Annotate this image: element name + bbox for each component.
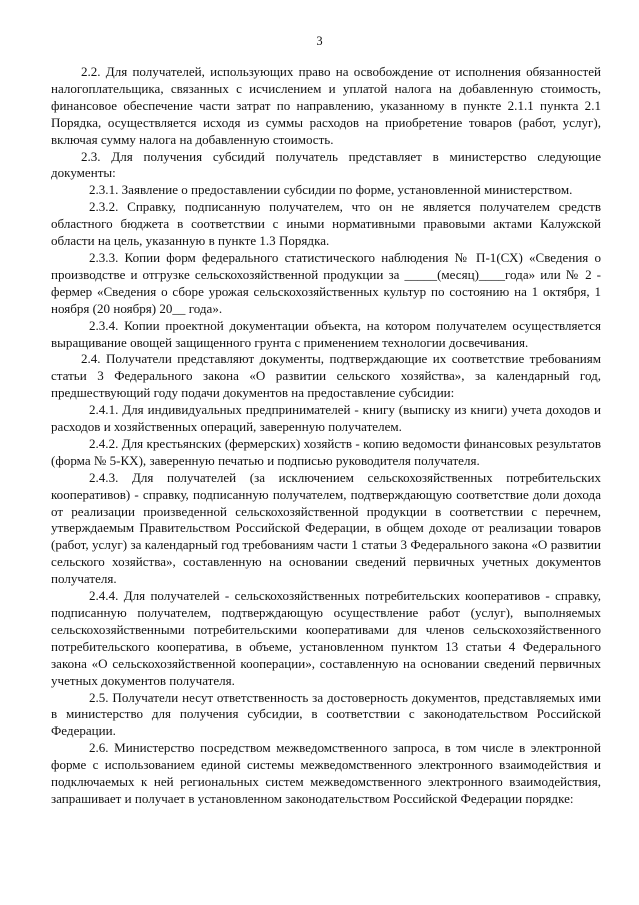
paragraph-2-4-2: 2.4.2. Для крестьянских (фермерских) хозяйств - копию ведомости финансовых результатов (форма № 5-КХ), заверенную печатью и подписью руководителя получателя. (51, 435, 601, 468)
paragraph-2-4-1: 2.4.1. Для индивидуальных предпринимателей - книгу (выписку из книги) учета доходов и расходов и хозяйственных операций, заверенную получателем. (51, 402, 601, 435)
page-number: 3 (316, 34, 323, 48)
paragraph-2-3-3: 2.3.3. Копии форм федерального статистического наблюдения № П-1(СХ) «Сведения о производстве и отгрузке сельскохозяйственной продукции за _____(месяц)____года» или № 2 - фермер «Сведения о сборе урожая сельскохозяйственных культур по состоянию на 1 октября, 1 ноября (20 ноября) 20__ года». (51, 249, 601, 316)
paragraph-2-6: 2.6. Министерство посредством межведомственного запроса, в том числе в электронной форме с использованием единой системы межведомственного электронного взаимодействия и подключаемых к ней региональных систем межведомственного электронного взаимодействия, запрашивает и получает в установленном законодательством Российской Федерации порядке: (51, 740, 601, 806)
paragraph-2-2: 2.2. Для получателей, использующих право на освобождение от исполнения обязанностей налогоплательщика, связанных с исчислением и уплатой налога на добавленную стоимость, финансовое обеспечение части затрат по направлению, указанному в пункте 2.1.1 пункта 2.1 Порядка, осуществляется исходя из суммы расходов на приобретение товаров (работ, услуг), включая сумму налога на добавленную стоимость. (51, 64, 601, 147)
paragraph-2-5: 2.5. Получатели несут ответственность за достоверность документов, представляемых ими в министерство для получения субсидии, в соответствии с законодательством Российской Федерации. (51, 689, 601, 739)
paragraph-2-3: 2.3. Для получения субсидий получатель представляет в министерство следующие документы: (51, 148, 601, 181)
document-body (51, 64, 601, 808)
paragraph-2-4: 2.4. Получатели представляют документы, подтверждающие их соответствие требованиям статьи 3 Федерального закона «О развитии сельского хозяйства», за календарный год, предшествующий году подачи документов на предоставление субсидии: (51, 351, 601, 401)
paragraph-2-3-2: 2.3.2. Справку, подписанную получателем, что он не является получателем средств областного бюджета в соответствии с иными нормативными правовыми актами Калужской области на цель, указанную в пункте 1.3 Порядка. (51, 199, 601, 249)
paragraph-2-4-4: 2.4.4. Для получателей - сельскохозяйственных потребительских кооперативов - справку, подписанную получателем, подтверждающую осуществление работ (услуг), выполняемых сельскохозяйственными потребительскими кооперативами для членов сельскохозяйственного потребительского кооператива, в объеме, установленном пунктом 13 статьи 4 Федерального закона «О сельскохозяйственной кооперации», составленную на основании сведений первичных учетных документов получателя. (51, 588, 601, 688)
paragraph-2-3-4: 2.3.4. Копии проектной документации объекта, на котором получателем осуществляется выращивание овощей защищенного грунта с применением технологии досвечивания. (51, 317, 601, 350)
paragraph-2-3-1: 2.3.1. Заявление о предоставлении субсидии по форме, установленной министерством. (89, 182, 573, 198)
paragraph-2-4-3: 2.4.3. Для получателей (за исключением сельскохозяйственных потребительских кооперативов) - справку, подписанную получателем, подтверждающую соответствие доли дохода от реализации произведенной сельскохозяйственной продукции в соответствии с перечнем, утверждаемым Правительством Российской Федерации, в общем доходе от реализации товаров (работ, услуг) за календарный год требованиям части 1 статьи 3 Федерального закона «О развитии сельского хозяйства», составленную на основании сведений первичных учетных документов получателя. (51, 469, 601, 587)
